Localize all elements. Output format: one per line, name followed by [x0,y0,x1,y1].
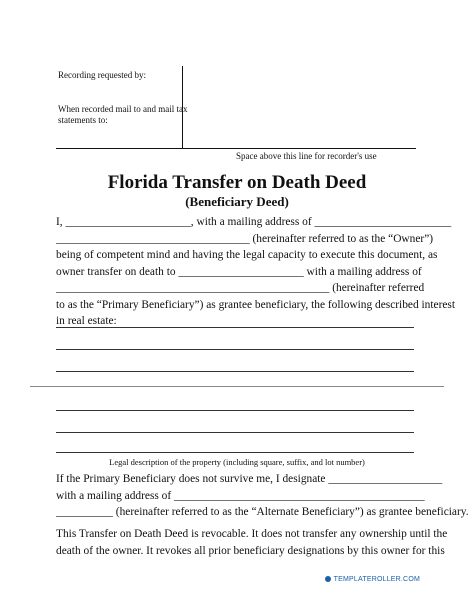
when-recorded-label-line1: When recorded mail to and mail tax [58,104,188,114]
paragraph-line[interactable]: ________________________________________________ (hereinafter referred [56,282,425,294]
paragraph-line: This Transfer on Death Deed is revocable. It does not transfer any ownership until the [56,528,448,540]
paragraph-line[interactable]: __________________________________ (hereinafter referred to as the “Owner”) [56,232,434,245]
legal-description-line[interactable] [56,410,414,411]
legal-description-line[interactable] [56,349,414,350]
paragraph-line: in real estate: [56,315,117,327]
legal-description-line[interactable] [56,371,414,372]
paragraph-line[interactable]: owner transfer on death to ______________________ with a mailing address of [56,265,422,278]
recording-requested-label: Recording requested by: [58,70,146,80]
page-subtitle: (Beneficiary Deed) [185,194,289,209]
templateroller-logo-icon [325,576,331,582]
paragraph-line[interactable]: If the Primary Beneficiary does not survive me, I designate ____________________ [56,473,443,485]
paragraph-line: being of competent mind and having the legal capacity to execute this document, as [56,249,438,261]
footer-brand[interactable] [325,576,420,583]
legal-description-line[interactable] [56,327,414,328]
legal-description-caption: Legal description of the property (including square, suffix, and lot number) [109,457,365,467]
legal-description-line[interactable] [56,432,414,433]
revocable-paragraph [56,526,448,559]
footer-brand-text: TEMPLATEROLLER.COM [333,576,420,583]
paragraph-line: to as the “Primary Beneficiary”) as grantee beneficiary, the following described interest [56,298,456,311]
owner-paragraph [56,214,456,330]
page-separator [30,386,444,387]
space-above-label: Space above this line for recorder's use [236,151,377,161]
paragraph-line[interactable]: with a mailing address of ____________________________________________ [56,489,425,502]
when-recorded-label-line2: statements to: [58,115,108,125]
legal-description-line[interactable] [56,452,414,453]
recorder-space-line [56,148,416,149]
alternate-beneficiary-paragraph [56,471,469,521]
paragraph-line: death of the owner. It revokes all prior beneficiary designations by this owner for this [56,544,445,557]
recorder-box-divider [182,66,183,148]
paragraph-line[interactable]: I, ______________________, with a mailing address of ________________________ [56,216,452,228]
page-title: Florida Transfer on Death Deed [107,172,367,193]
paragraph-line[interactable]: __________ (hereinafter referred to as the “Alternate Beneficiary”) as grantee beneficiary. [56,506,469,518]
